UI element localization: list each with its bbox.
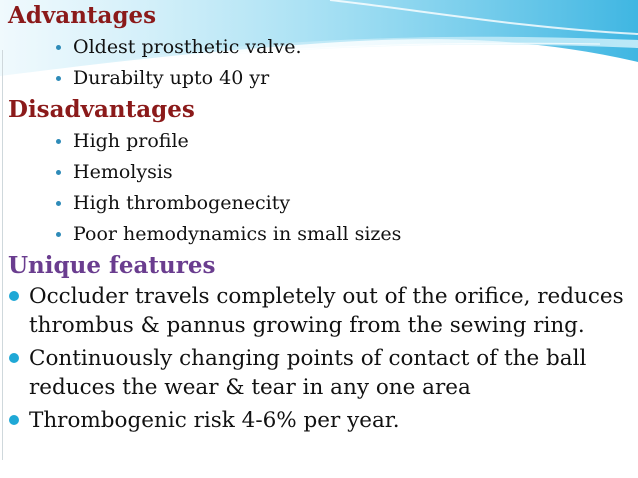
disadvantages-heading: Disadvantages xyxy=(8,96,195,123)
list-item: Poor hemodynamics in small sizes xyxy=(56,219,628,250)
list-item: Continuously changing points of contact of the ball reduces the wear & tear in any one area xyxy=(8,344,628,402)
left-border-line xyxy=(2,50,3,460)
list-item: Thrombogenic risk 4-6% per year. xyxy=(8,406,628,435)
advantages-heading: Advantages xyxy=(8,2,157,29)
slide-content xyxy=(8,2,628,439)
advantages-list xyxy=(8,32,628,94)
disadvantages-list xyxy=(8,126,628,250)
list-item: Occluder travels completely out of the orifice, reduces thrombus & pannus growing from the sewing ring. xyxy=(8,282,628,340)
list-item: High thrombogenecity xyxy=(56,188,628,219)
unique-features-list xyxy=(8,282,628,435)
list-item: Durabilty upto 40 yr xyxy=(56,63,628,94)
list-item: High profile xyxy=(56,126,628,157)
list-item: Oldest prosthetic valve. xyxy=(56,32,628,63)
unique-features-heading: Unique features xyxy=(8,252,216,279)
list-item: Hemolysis xyxy=(56,157,628,188)
